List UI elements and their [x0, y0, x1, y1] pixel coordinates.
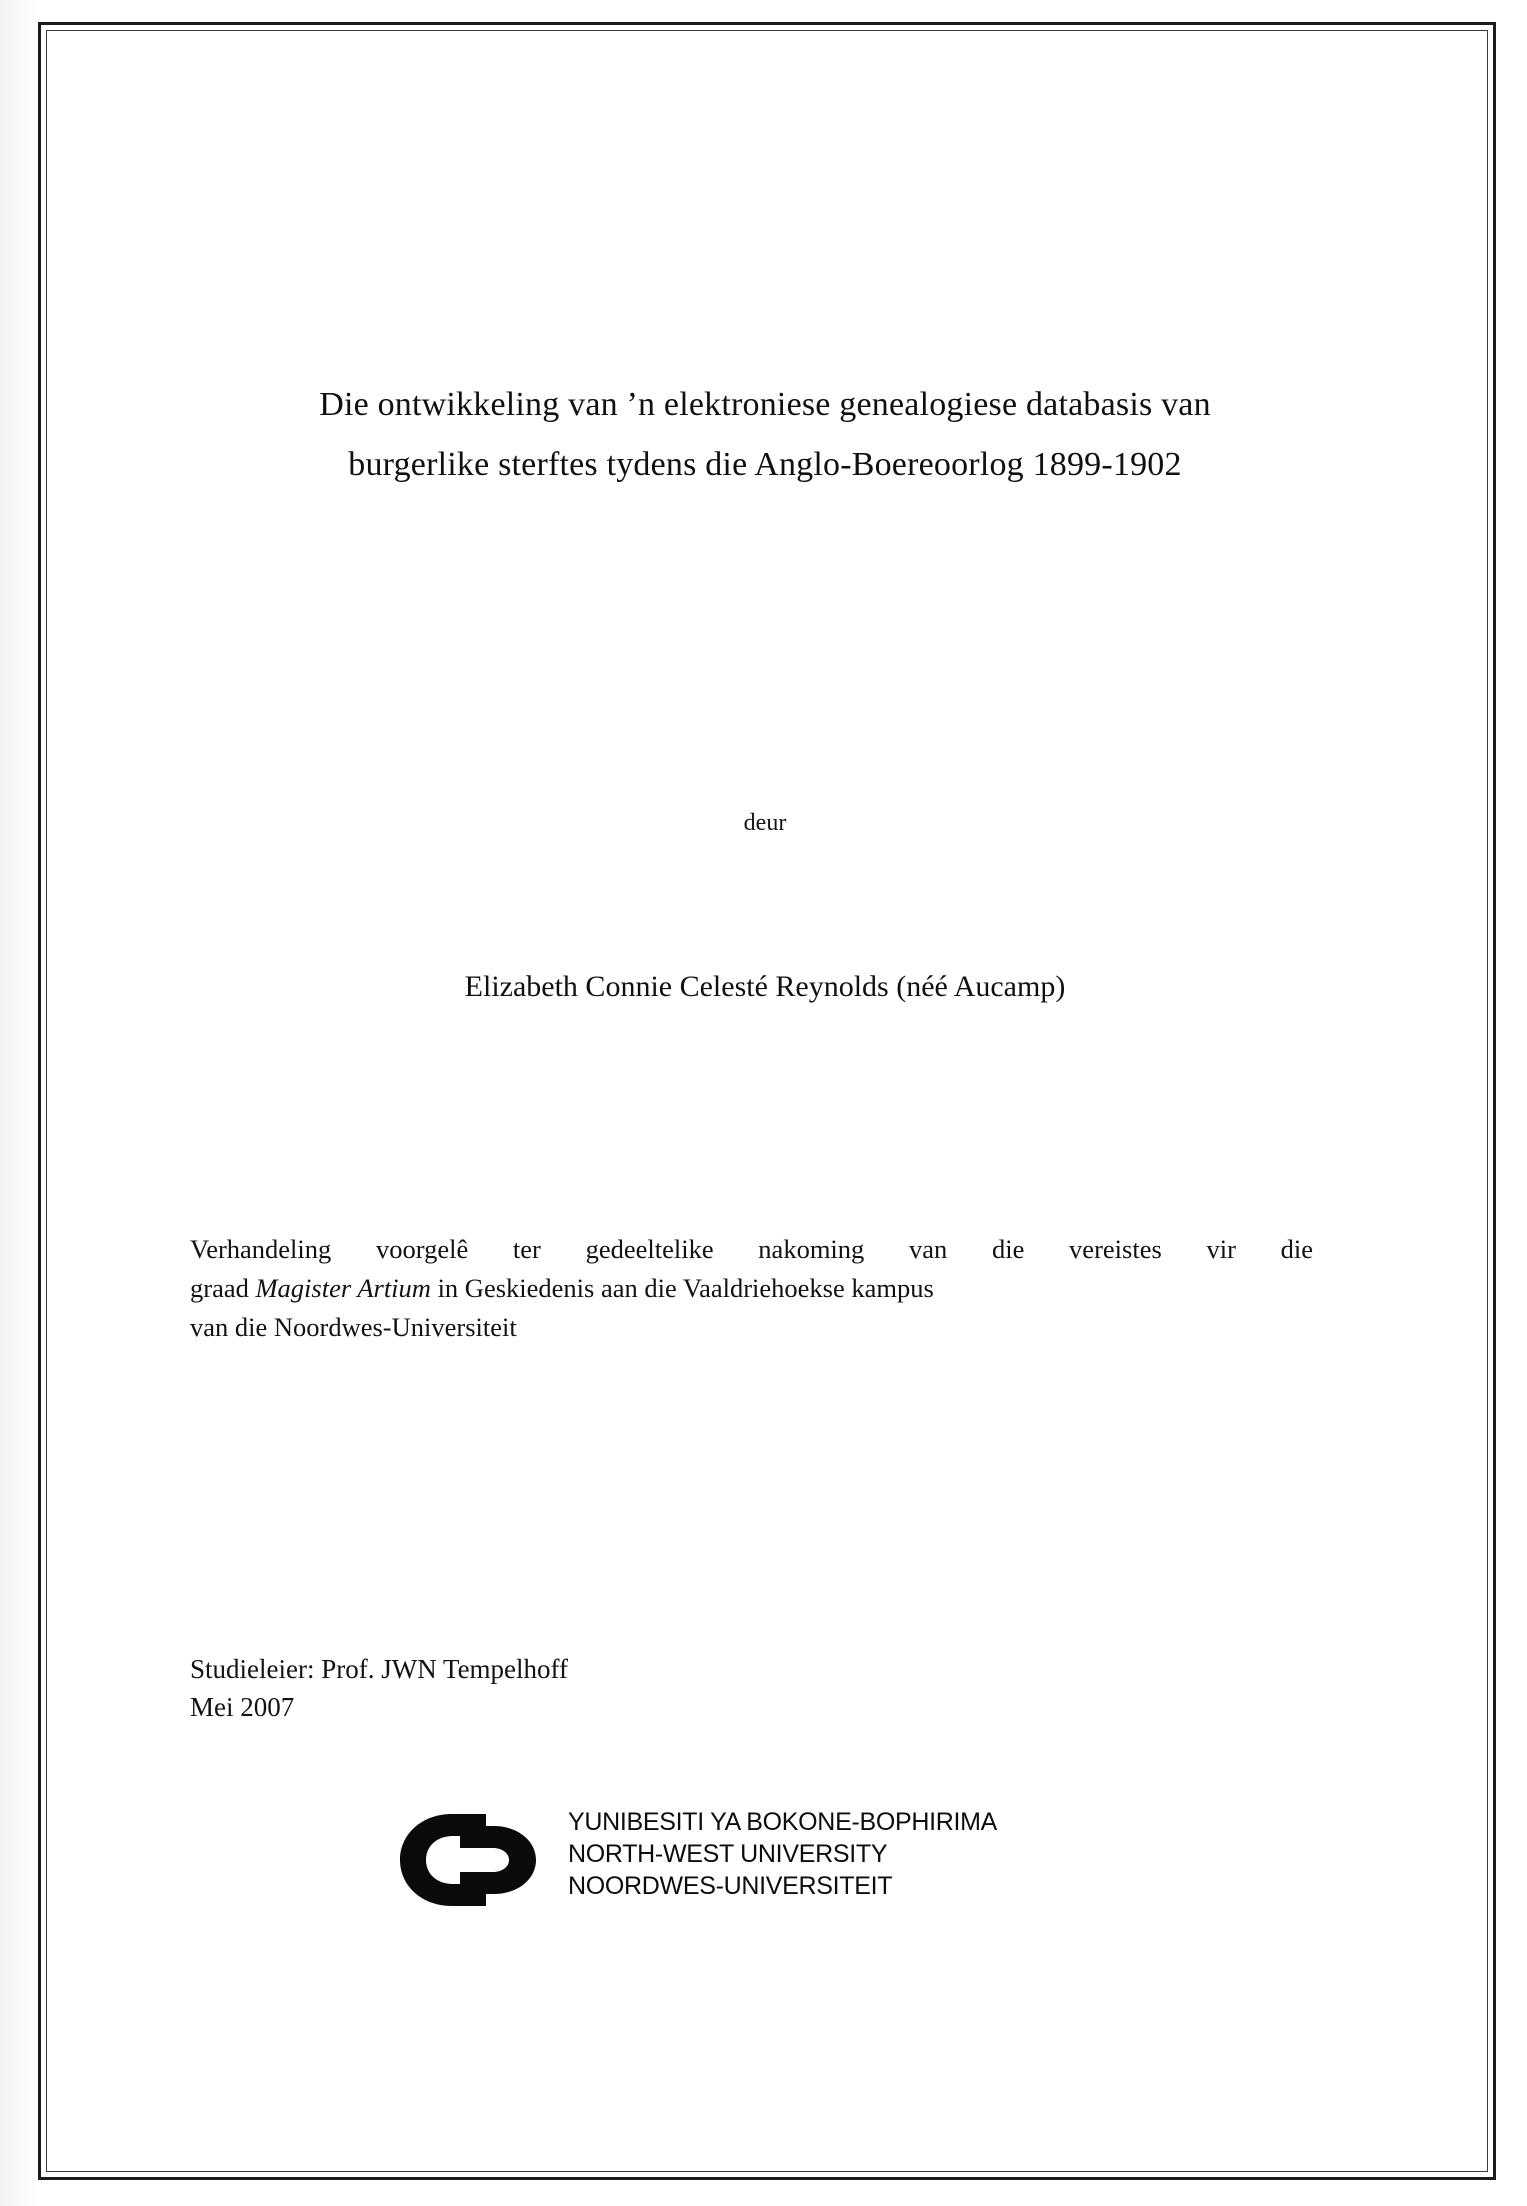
scan-edge-shading: [0, 0, 40, 2206]
title-line-1: Die ontwikkeling van ’n elektroniese genealogiese databasis van: [319, 386, 1211, 423]
title-page-content: [150, 30, 1380, 2160]
degree-statement: [190, 1230, 1313, 1348]
logo-text-line-1: YUNIBESITI YA BOKONE-BOPHIRIMA: [568, 1808, 998, 1836]
supervisor-line: Studieleier: Prof. JWN Tempelhoff: [190, 1654, 569, 1684]
degree-statement-line-2: [190, 1269, 1313, 1308]
north-west-university-logo-icon: [390, 1808, 550, 1912]
degree-statement-line-2-suffix: in Geskiedenis aan die Vaaldriehoekse kampus: [430, 1273, 934, 1304]
university-logo-text: [568, 1806, 997, 1902]
supervisor-block: [190, 1650, 1090, 1727]
degree-name: Magister Artium: [255, 1273, 431, 1304]
page-title: [185, 375, 1345, 494]
logo-text-line-3: NOORDWES-UNIVERSITEIT: [568, 1872, 893, 1900]
degree-statement-line-2-prefix: graad: [190, 1273, 256, 1304]
author-name: Elizabeth Connie Celesté Reynolds (néé Aucamp): [464, 970, 1066, 1003]
degree-statement-line-3: van die Noordwes-Universiteit: [190, 1312, 517, 1343]
date-line: Mei 2007: [190, 1692, 295, 1723]
title-line-2: burgerlike sterftes tydens die Anglo-Boereoorlog 1899-1902: [348, 445, 1182, 483]
logo-text-line-2: NORTH-WEST UNIVERSITY: [568, 1840, 888, 1868]
degree-statement-line-1: Verhandeling voorgelê ter gedeeltelike nakoming van die vereistes vir die: [190, 1234, 1313, 1264]
university-logo-block: [390, 1800, 1110, 1930]
byline-label: deur: [743, 810, 787, 836]
